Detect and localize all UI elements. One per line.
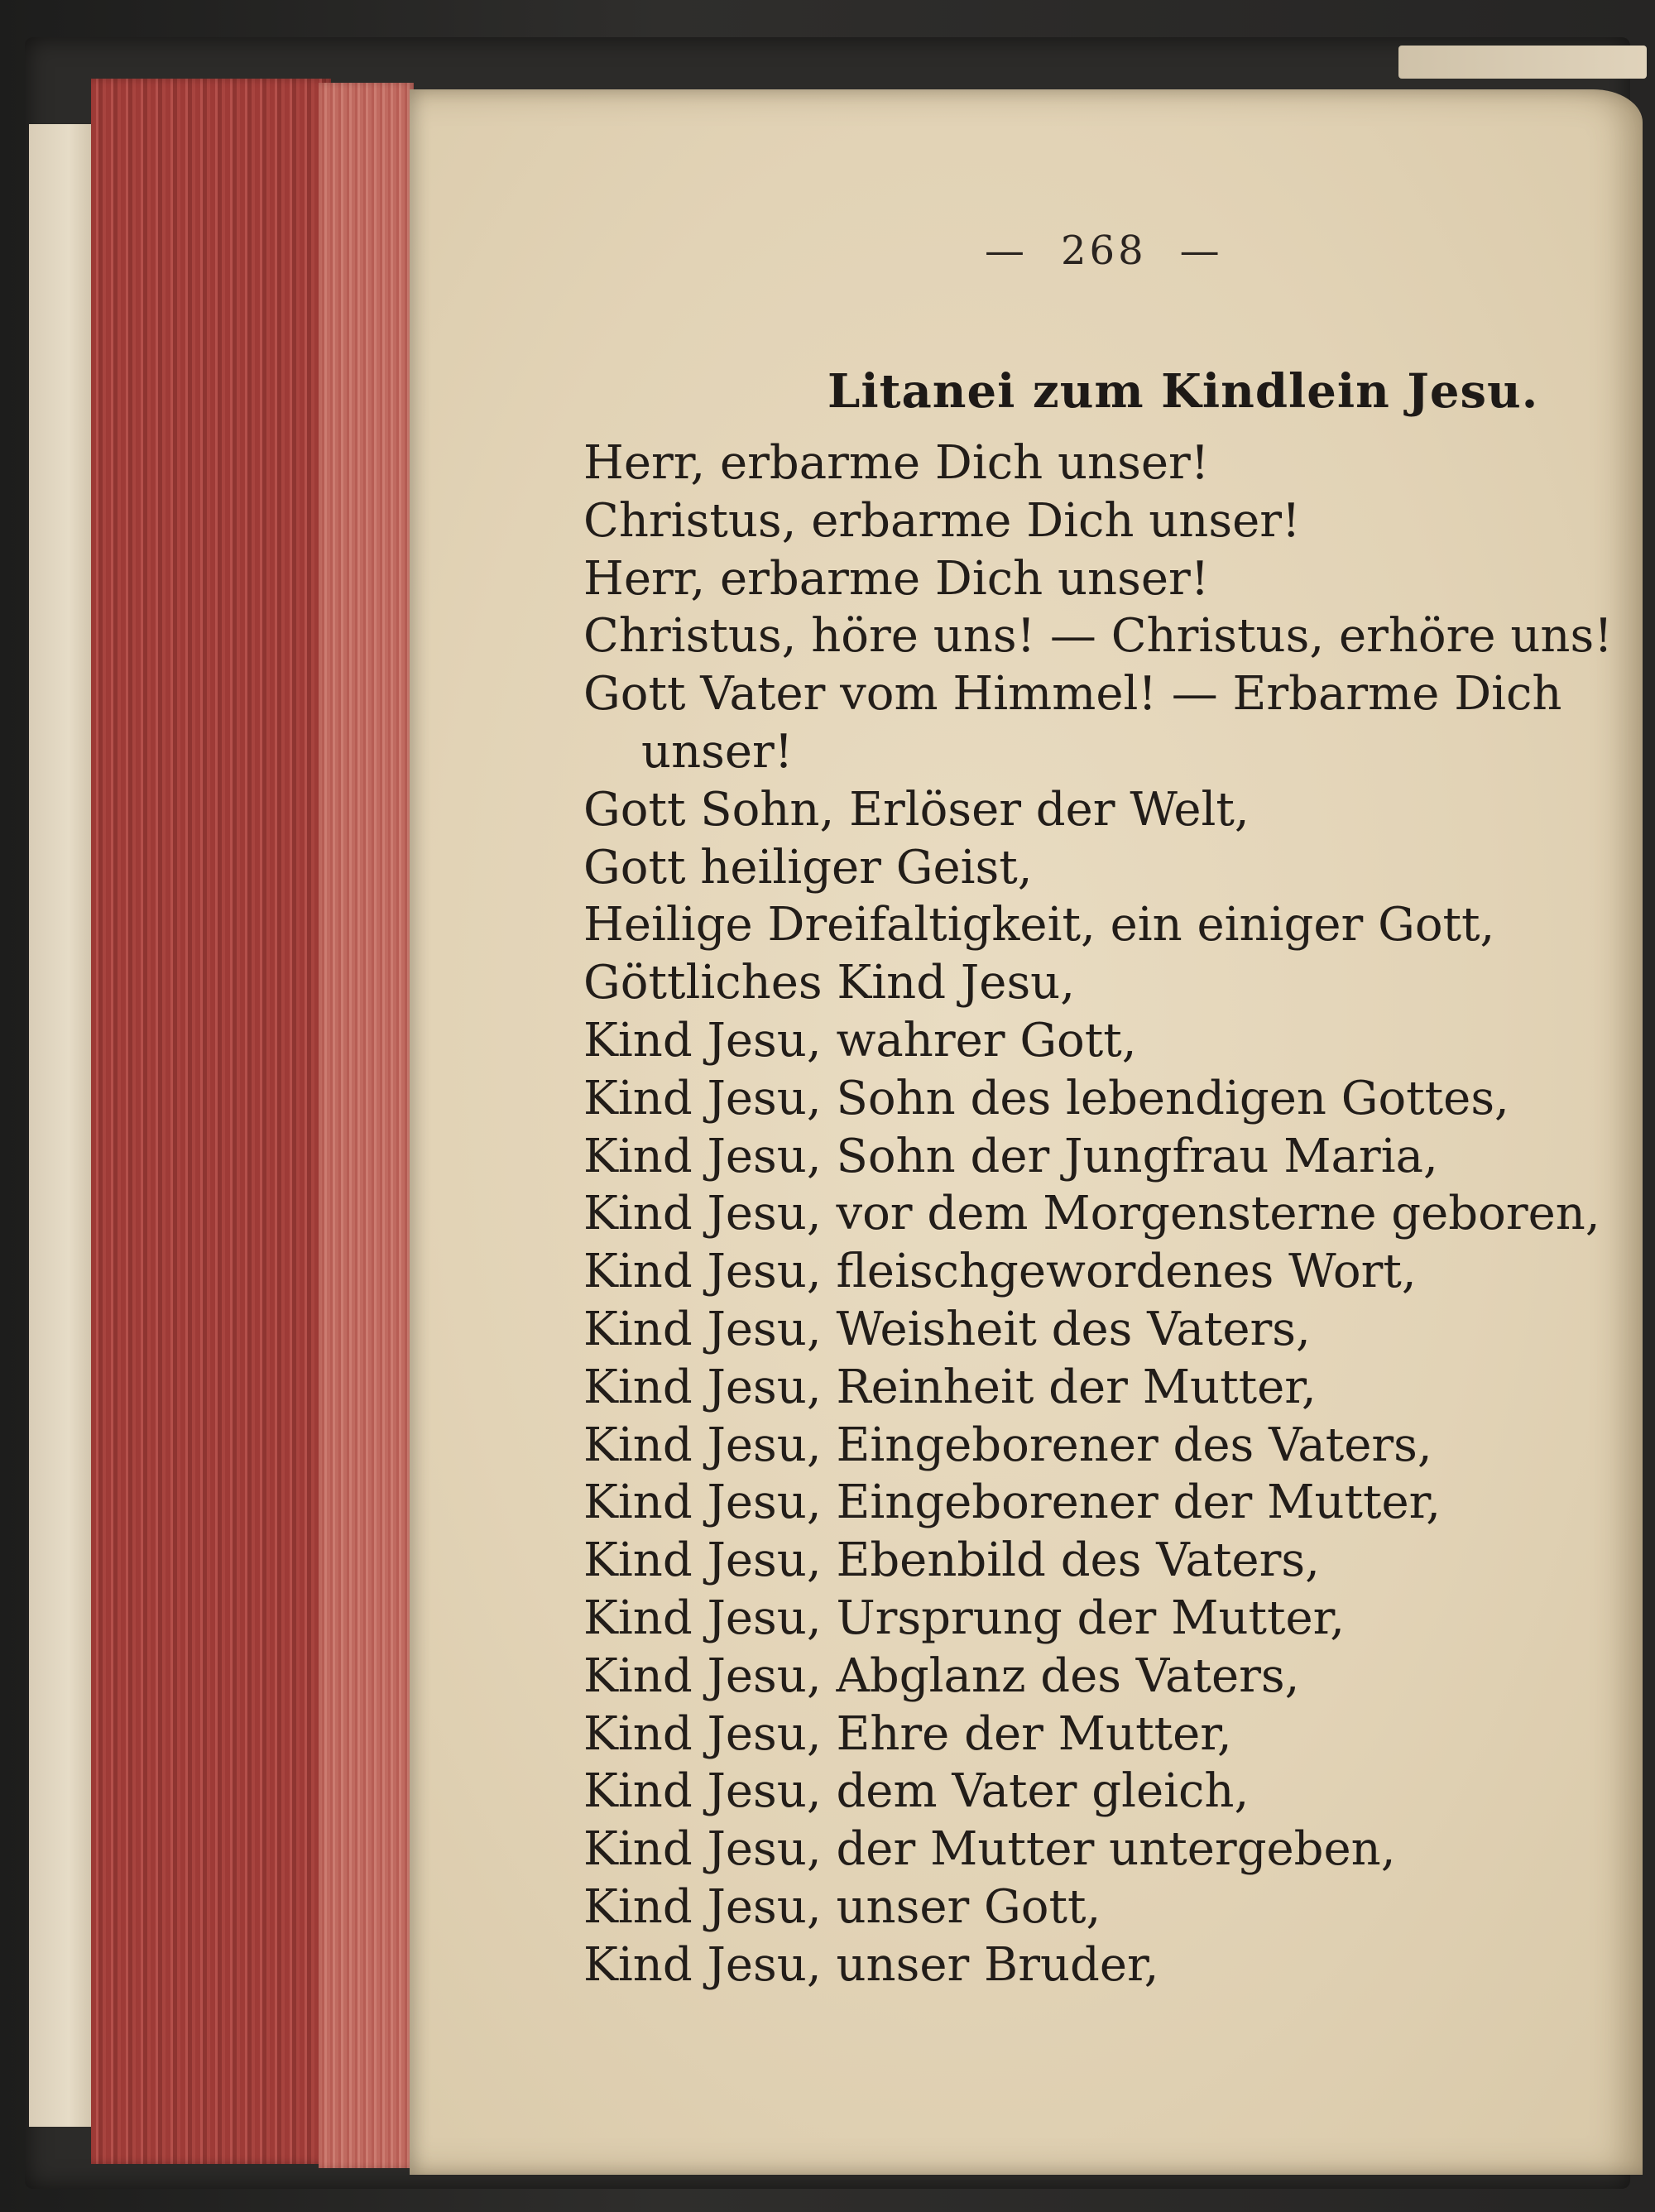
litany-line: Kind Jesu, Sohn des lebendigen Gottes, <box>583 1071 1509 1125</box>
book-spine-edge <box>1398 46 1647 79</box>
litany-line: Gott heiliger Geist, <box>583 840 1033 895</box>
litany-line: Göttliches Kind Jesu, <box>583 956 1076 1010</box>
litany-line: Kind Jesu, unser Bruder, <box>583 1937 1159 1992</box>
litany-line: Kind Jesu, fleischgewordenes Wort, <box>583 1245 1417 1299</box>
litany-line: Kind Jesu, Ebenbild des Vaters, <box>583 1533 1320 1588</box>
litany-line: Kind Jesu, Eingeborener des Vaters, <box>583 1418 1432 1472</box>
litany-line: Kind Jesu, vor dem Morgensterne geboren, <box>583 1187 1600 1241</box>
litany-line: unser! <box>641 724 794 779</box>
page-heading: Litanei zum Kindlein Jesu. <box>828 364 1539 419</box>
litany-line: Kind Jesu, der Mutter untergeben, <box>583 1822 1396 1877</box>
litany-line: Herr, erbarme Dich unser! <box>583 551 1210 606</box>
litany-text <box>583 434 1626 1994</box>
litany-line: Gott Sohn, Erlöser der Welt, <box>583 782 1250 837</box>
litany-line: Kind Jesu, Eingeborener der Mutter, <box>583 1475 1442 1530</box>
litany-line: Kind Jesu, Ehre der Mutter, <box>583 1706 1232 1761</box>
litany-line: Herr, erbarme Dich unser! <box>583 436 1210 490</box>
page-number <box>952 228 1283 274</box>
page-number-dash-left: — <box>985 228 1028 274</box>
litany-line: Heilige Dreifaltigkeit, ein einiger Gott, <box>583 898 1495 952</box>
litany-line: Kind Jesu, wahrer Gott, <box>583 1013 1137 1068</box>
litany-line: Christus, erbarme Dich unser! <box>583 493 1301 548</box>
litany-line: Kind Jesu, Ursprung der Mutter, <box>583 1591 1346 1645</box>
litany-line: Kind Jesu, Reinheit der Mutter, <box>583 1360 1317 1414</box>
flyleaf <box>29 124 95 2127</box>
litany-line: Kind Jesu, Weisheit des Vaters, <box>583 1302 1311 1356</box>
page-number-value: 268 <box>1061 228 1147 274</box>
litany-line: Christus, höre uns! — Christus, erhöre uns! <box>583 609 1613 664</box>
page-number-dash-right: — <box>1179 228 1223 274</box>
litany-line: Kind Jesu, Sohn der Jungfrau Maria, <box>583 1129 1438 1183</box>
page-edges-inner <box>319 83 414 2168</box>
litany-line: Kind Jesu, Abglanz des Vaters, <box>583 1648 1300 1703</box>
litany-line: Kind Jesu, unser Gott, <box>583 1879 1101 1934</box>
litany-line: Gott Vater vom Himmel! — Erbarme Dich <box>583 667 1562 722</box>
page-edges-red <box>91 79 331 2164</box>
litany-line: Kind Jesu, dem Vater gleich, <box>583 1764 1250 1819</box>
